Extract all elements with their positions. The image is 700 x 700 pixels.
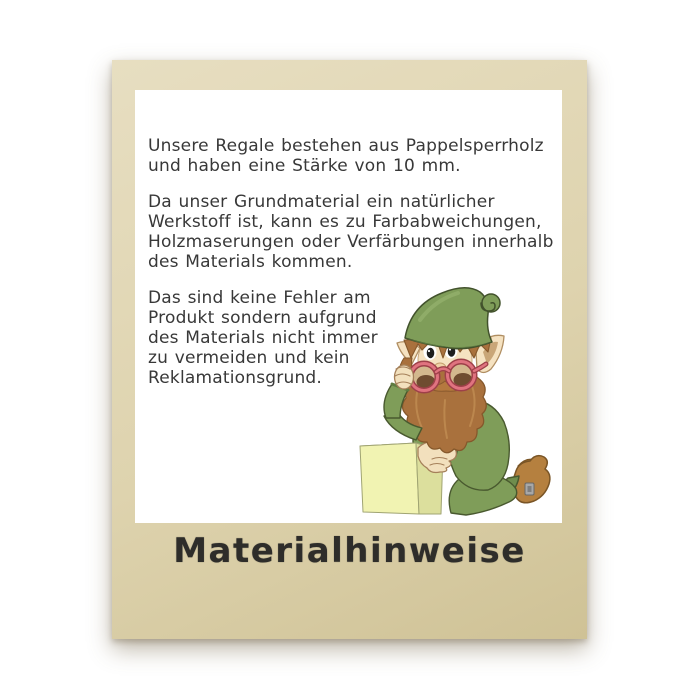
text-line: Das sind keine Fehler am bbox=[148, 288, 371, 308]
box-front bbox=[360, 443, 419, 514]
left-eye-pupil bbox=[427, 348, 435, 358]
polaroid-card bbox=[112, 60, 587, 639]
gnome-illustration bbox=[350, 280, 562, 520]
text-line: des Materials kommen. bbox=[148, 252, 353, 272]
caption-title: Materialhinweise bbox=[173, 531, 526, 571]
text-line: Da unser Grundmaterial ein natürlicher bbox=[148, 192, 495, 212]
text-line: und haben eine Stärke von 10 mm. bbox=[148, 156, 461, 176]
text-line: zu vermeiden und kein bbox=[148, 348, 350, 368]
text-line: Unsere Regale bestehen aus Pappelsperrholz bbox=[148, 136, 544, 156]
text-line: Werkstoff ist, kann es zu Farbabweichungen, bbox=[148, 212, 542, 232]
text-line: Produkt sondern aufgrund bbox=[148, 308, 377, 328]
text-line: Reklamationsgrund. bbox=[148, 368, 323, 388]
paragraph-natural-material bbox=[148, 192, 558, 272]
text-line: Holzmaserungen oder Verfärbungen innerhalb bbox=[148, 232, 554, 252]
boot-buckle-hole bbox=[528, 486, 532, 492]
photo-panel bbox=[135, 90, 562, 523]
paragraph-shelf-material bbox=[148, 136, 558, 176]
text-line: des Materials nicht immer bbox=[148, 328, 378, 348]
left-eye-highlight bbox=[428, 350, 430, 352]
